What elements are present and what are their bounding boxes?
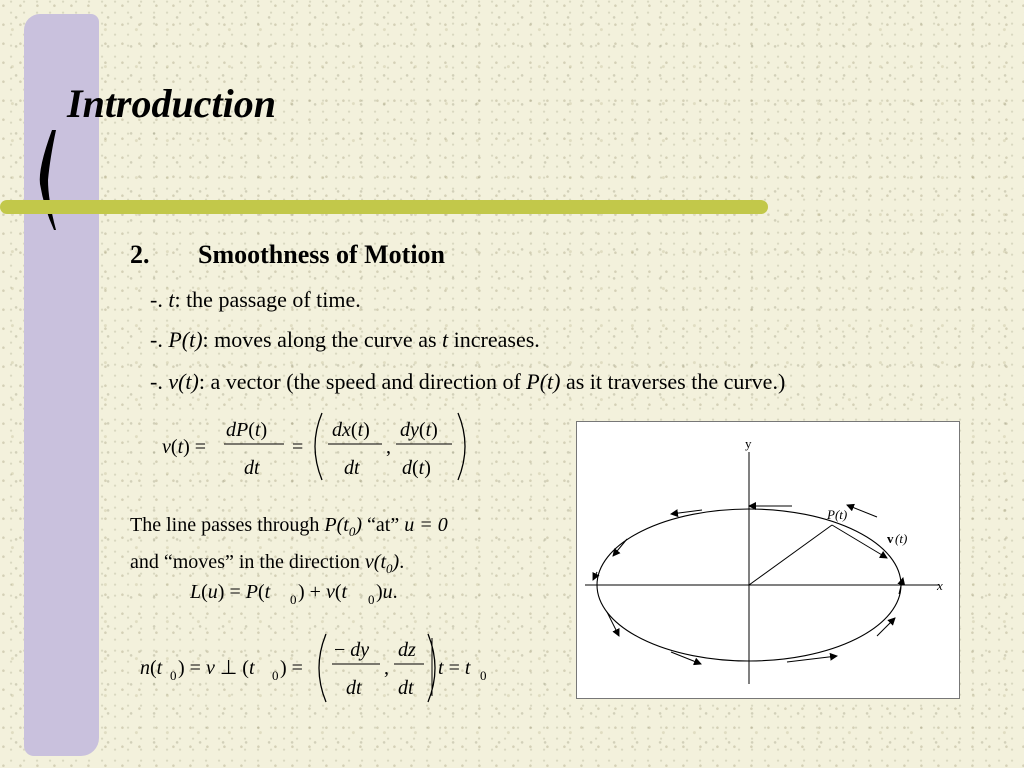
svg-text:dt: dt — [344, 457, 360, 479]
svg-text:) =: ) = — [280, 657, 303, 679]
section-number: 2. — [130, 240, 150, 269]
section-title: Smoothness of Motion — [198, 240, 446, 269]
velocity-equation — [162, 408, 482, 486]
text-run: and “moves” in the direction — [130, 551, 365, 573]
svg-text:dt: dt — [244, 457, 260, 479]
text-run: v(t — [364, 551, 387, 573]
text-run: u = 0 — [404, 514, 448, 536]
svg-text:v(t) =: v(t) = — [162, 436, 207, 458]
text-run: ) — [392, 551, 400, 573]
svg-text:0: 0 — [290, 592, 297, 607]
line-equation — [190, 576, 430, 610]
svg-text:) + v(t: ) + v(t — [298, 581, 348, 603]
decorative-divider — [0, 200, 768, 214]
point-label: P(t) — [827, 507, 848, 522]
svg-text:dP(t): dP(t) — [226, 419, 268, 441]
svg-text:n(t: n(t — [140, 657, 163, 679]
bullet-term: t — [442, 327, 449, 352]
svg-text:dy(t): dy(t) — [400, 419, 438, 441]
bullet-text: increases. — [448, 327, 540, 352]
text-run: 0 — [348, 524, 356, 539]
y-axis-label: y — [745, 436, 752, 451]
svg-text:,: , — [384, 657, 389, 679]
svg-text:dz: dz — [398, 639, 416, 661]
bullet-text: : a vector (the speed and direction of — [198, 369, 527, 394]
bullet-velocity — [150, 369, 785, 395]
svg-text:− dy: − dy — [334, 639, 370, 661]
text-run: The line passes through — [130, 514, 325, 536]
bullet-text: : the passage of time. — [174, 287, 361, 312]
bullet-text: : moves along the curve as — [202, 327, 443, 352]
velocity-label-t: (t) — [895, 531, 908, 546]
bullet-term: v(t) — [168, 369, 199, 394]
svg-text:=: = — [292, 436, 304, 458]
bullet-text: as it traverses the curve.) — [560, 369, 786, 394]
text-run: ) — [355, 514, 363, 536]
svg-text:dt: dt — [398, 677, 414, 699]
bullet-prefix: -. — [150, 287, 169, 312]
section-heading — [130, 240, 445, 270]
bullet-position — [150, 327, 540, 353]
decorative-bracket — [32, 128, 62, 232]
bullet-term: P(t) — [168, 327, 203, 352]
bullet-prefix: -. — [150, 327, 169, 352]
velocity-label-v: v — [887, 531, 894, 546]
svg-text:0: 0 — [480, 668, 487, 683]
svg-text:0: 0 — [170, 668, 177, 683]
text-run: . — [399, 551, 405, 573]
svg-text:dt: dt — [346, 677, 362, 699]
svg-text:d(t): d(t) — [402, 457, 431, 479]
ellipse-figure — [576, 421, 960, 699]
bullet-term: t — [168, 287, 175, 312]
svg-text:dx(t): dx(t) — [332, 419, 370, 441]
x-axis-label: x — [937, 578, 943, 593]
bullet-time — [150, 287, 361, 313]
line-description-line1 — [130, 510, 448, 547]
text-run: 0 — [386, 561, 393, 576]
text-run: P(t — [324, 514, 349, 536]
svg-text:) = v ⊥ (t: ) = v ⊥ (t — [178, 657, 255, 679]
svg-text:t = t: t = t — [438, 657, 471, 679]
slide-title: Introduction — [67, 81, 276, 126]
line-description — [130, 510, 448, 584]
normal-equation — [140, 630, 500, 706]
svg-text:L(u) = P(t: L(u) = P(t — [190, 581, 271, 603]
svg-text:,: , — [386, 436, 391, 458]
svg-text:0: 0 — [368, 592, 375, 607]
text-run: “at” — [362, 514, 405, 536]
bullet-term: P(t) — [526, 369, 561, 394]
svg-text:)u.: )u. — [376, 581, 398, 603]
ellipse-diagram — [577, 422, 959, 698]
svg-text:0: 0 — [272, 668, 279, 683]
bullet-prefix: -. — [150, 369, 169, 394]
